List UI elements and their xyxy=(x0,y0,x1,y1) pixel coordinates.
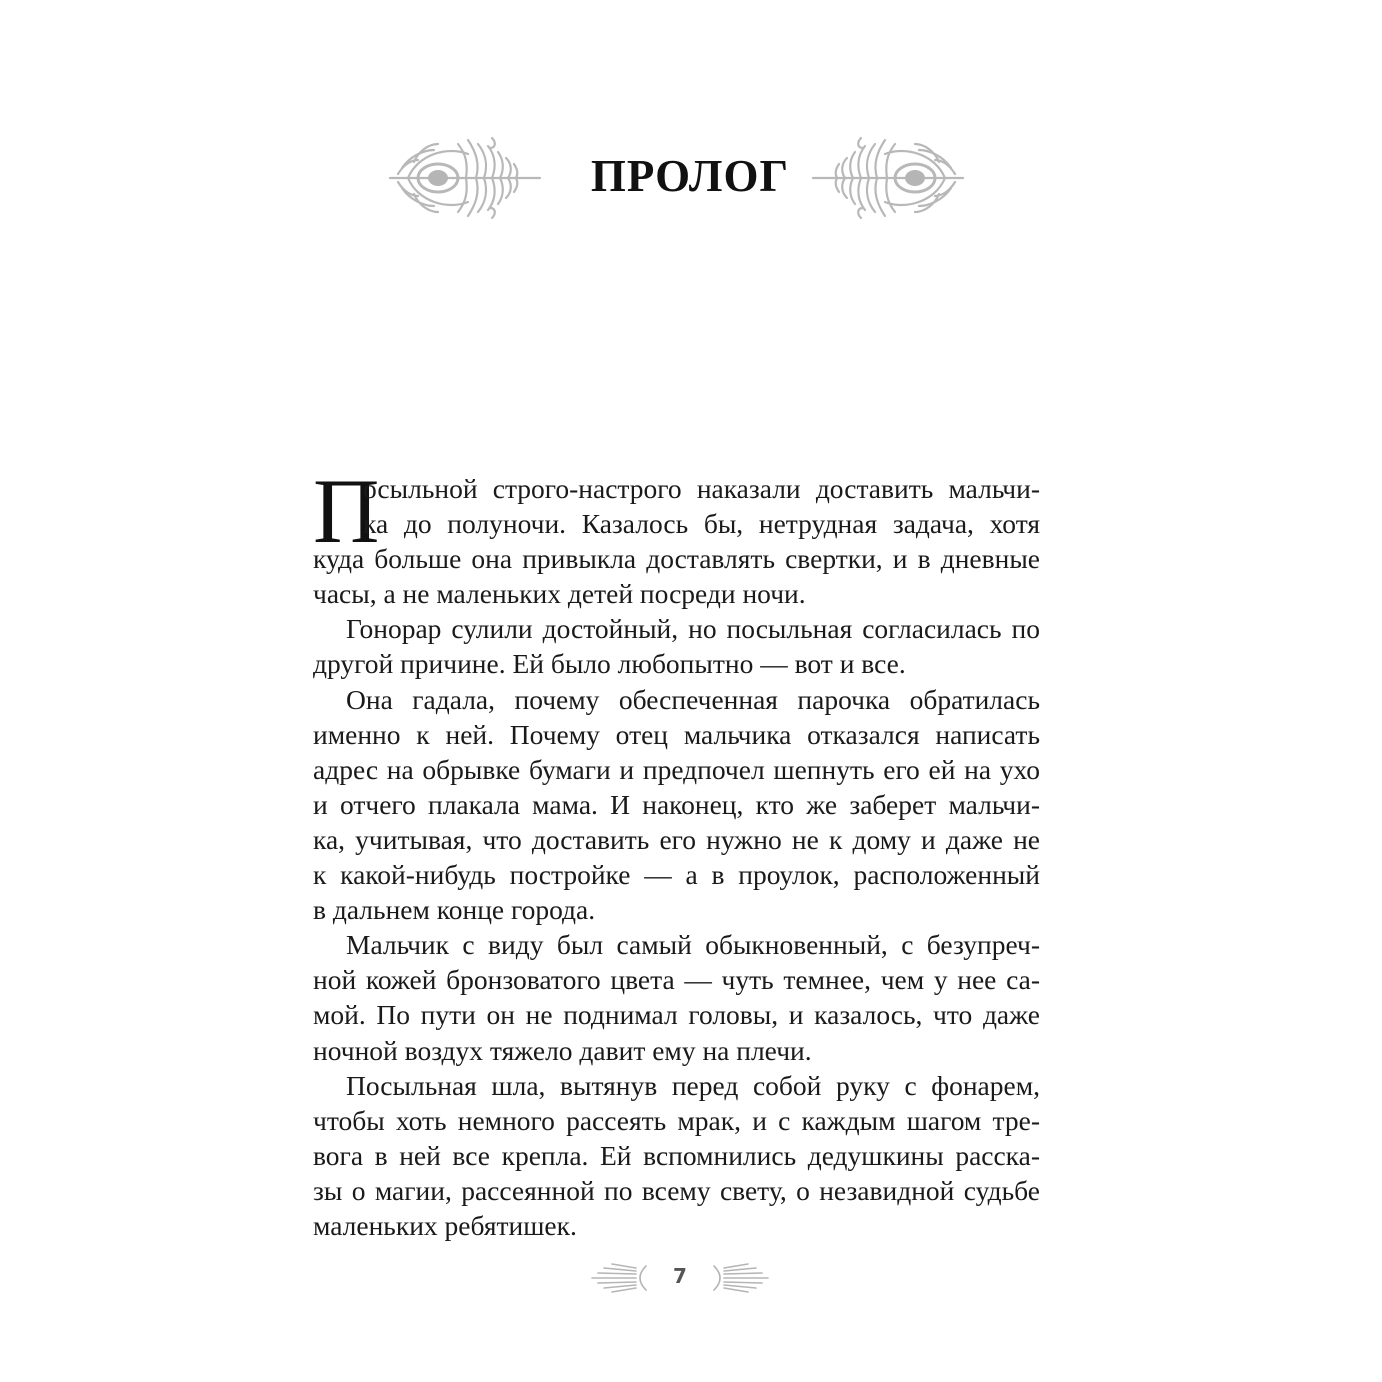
chapter-header xyxy=(0,128,1382,228)
text-line: куда больше она привыкла доставлять свертки, и в дневные xyxy=(313,543,1040,575)
text-line: ка до полуночи. Казалось бы, нетрудная задача, хотя xyxy=(363,508,1040,540)
text-line: мой. По пути он не поднимал головы, и казалось, что даже xyxy=(313,999,1040,1031)
text-line: к какой-нибудь постройке — а в проулок, расположенный xyxy=(313,859,1040,891)
text-line: осыльной строго-настрого наказали доставить мальчи- xyxy=(363,473,1040,504)
text-line: Посыльная шла, вытянув перед собой руку с фонарем, xyxy=(346,1069,1040,1101)
chapter-body-text xyxy=(313,460,1040,1243)
text-line: ной кожей бронзоватого цвета — чуть темнее, чем у нее са- xyxy=(313,964,1040,996)
drop-cap: П xyxy=(313,460,380,562)
text-line: другой причине. Ей было любопытно — вот и все. xyxy=(313,648,906,680)
text-line: именно к ней. Почему отец мальчика отказался написать xyxy=(313,718,1040,750)
peacock-feather-icon xyxy=(388,134,548,222)
text-line: зы о магии, рассеянной по всему свету, о незавидной судьбе xyxy=(313,1174,1040,1206)
page-number: 7 xyxy=(673,1264,687,1288)
text-line: вога в ней все крепла. Ей вспомнились дедушкины расска- xyxy=(313,1139,1040,1171)
chapter-title: ПРОЛОГ xyxy=(590,151,790,201)
text-line: Она гадала, почему обеспеченная парочка обратилась xyxy=(346,683,1040,715)
text-line: часы, а не маленьких детей посреди ночи. xyxy=(313,578,806,610)
text-line: Гонорар сулили достойный, но посыльная согласилась по xyxy=(346,613,1040,645)
text-line: и отчего плакала мама. И наконец, кто же заберет мальчи- xyxy=(313,788,1040,820)
text-line: ночной воздух тяжело давит ему на плечи. xyxy=(313,1034,812,1066)
text-line: Мальчик с виду был самый обыкновенный, с безупреч- xyxy=(346,929,1040,961)
text-line: адрес на обрывке бумаги и предпочел шепнуть его ей на ухо xyxy=(313,753,1040,785)
sunburst-rays-icon xyxy=(700,1262,770,1294)
page-footer xyxy=(590,1258,770,1298)
text-line: ка, учитывая, что доставить его нужно не к дому и даже не xyxy=(313,823,1040,855)
peacock-feather-icon xyxy=(805,134,965,222)
text-line: маленьких ребятишек. xyxy=(313,1209,577,1241)
text-line: в дальнем конце города. xyxy=(313,894,596,926)
text-line: чтобы хоть немного рассеять мрак, и с каждым шагом тре- xyxy=(313,1104,1040,1136)
sunburst-rays-icon xyxy=(590,1262,660,1294)
